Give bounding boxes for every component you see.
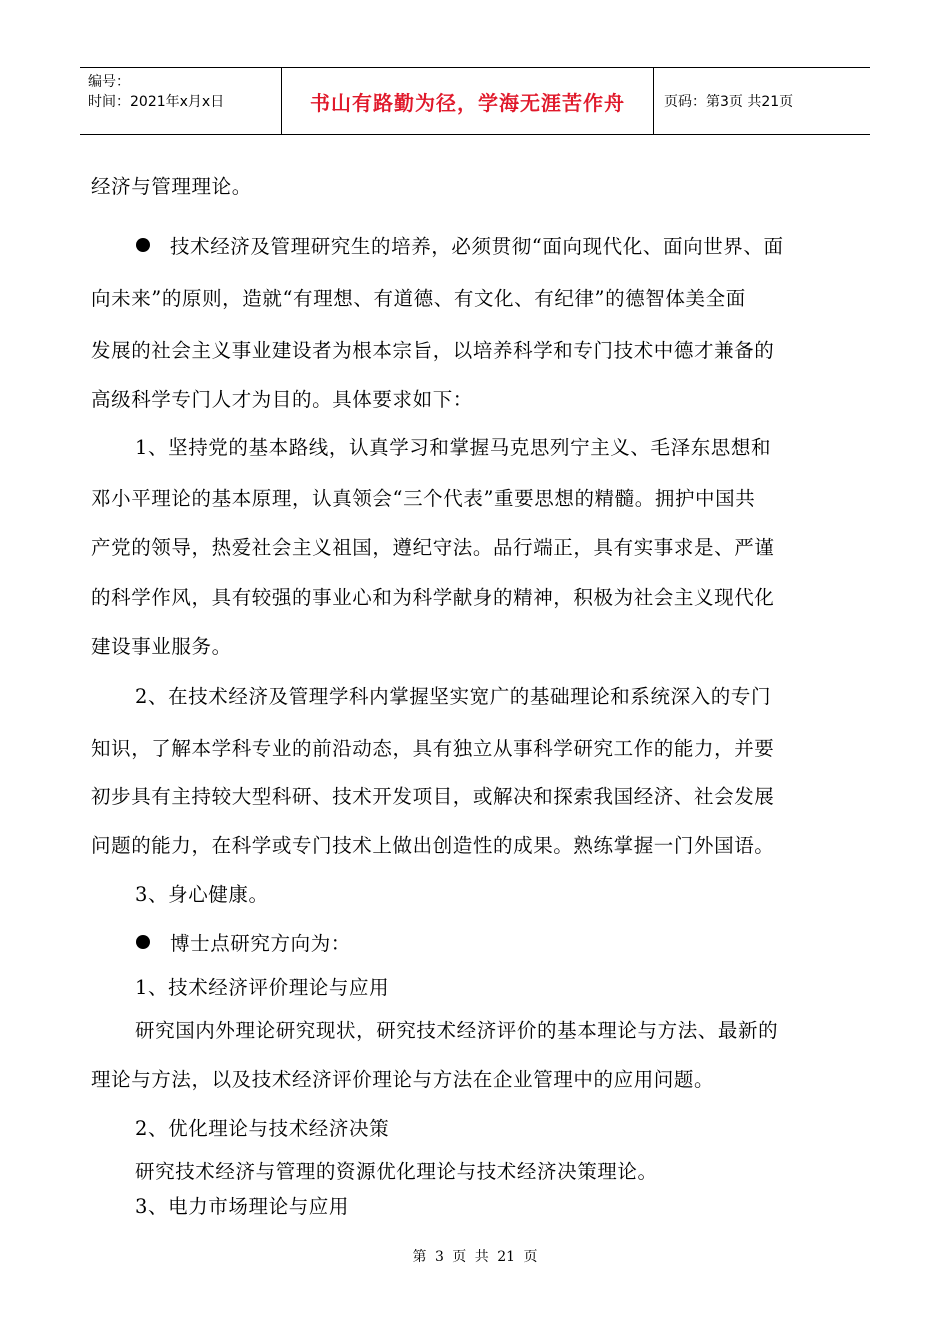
text-line: 知识，了解本学科专业的前沿动态，具有独立从事科学研究工作的能力，并要 (91, 737, 775, 760)
section-heading: 2、优化理论与技术经济决策 (135, 1117, 390, 1140)
text-line: 研究国内外理论研究现状，研究技术经济评价的基本理论与方法、最新的 (135, 1019, 779, 1042)
text-line: 博士点研究方向为： (170, 932, 351, 955)
text-line: 2、在技术经济及管理学科内掌握坚实宽广的基础理论和系统深入的专门 (135, 685, 772, 708)
text-line: 1、坚持党的基本路线，认真学习和掌握马克思列宁主义、毛泽东思想和 (135, 436, 772, 459)
document-number-label: 编号： (88, 74, 130, 90)
text-line: 问题的能力，在科学或专门技术上做出创造性的成果。熟练掌握一门外国语。 (91, 834, 775, 857)
page-footer: 第 3 页 共 21 页 (412, 1249, 538, 1265)
section-heading: 3、电力市场理论与应用 (135, 1195, 350, 1218)
text-line: 理论与方法，以及技术经济评价理论与方法在企业管理中的应用问题。 (91, 1068, 715, 1091)
text-line: 建设事业服务。 (91, 635, 232, 658)
text-line: 3、身心健康。 (135, 883, 269, 906)
text-line: 产党的领导，热爱社会主义祖国，遵纪守法。品行端正，具有实事求是、严谨 (91, 536, 775, 559)
text-line: 技术经济及管理研究生的培养，必须贯彻“面向现代化、面向世界、面 (170, 235, 784, 258)
document-time-label: 时间：2021年x月x日 (88, 94, 225, 110)
header-motto: 书山有路勤为径，学海无涯苦作舟 (282, 68, 654, 134)
text-line: 邓小平理论的基本原理，认真领会“三个代表”重要思想的精髓。拥护中国共 (91, 487, 756, 510)
bullet-paragraph-line (136, 928, 351, 956)
text-line: 研究技术经济与管理的资源优化理论与技术经济决策理论。 (135, 1160, 658, 1183)
text-line: 初步具有主持较大型科研、技术开发项目，或解决和探索我国经济、社会发展 (91, 785, 775, 808)
page-header (80, 67, 870, 135)
text-line: 向未来”的原则，造就“有理想、有道德、有文化、有纪律”的德智体美全面 (91, 287, 746, 310)
header-page-info: 页码：第3页 共21页 (664, 94, 794, 110)
header-meta (80, 68, 282, 134)
text-line: 高级科学专门人才为目的。具体要求如下： (91, 388, 473, 411)
bullet-paragraph-line (136, 231, 784, 259)
bullet-icon (136, 238, 150, 252)
text-line: 的科学作风，具有较强的事业心和为科学献身的精神，积极为社会主义现代化 (91, 586, 775, 609)
section-heading: 1、技术经济评价理论与应用 (135, 976, 390, 999)
bullet-icon (136, 935, 150, 949)
text-line: 经济与管理理论。 (91, 175, 252, 198)
text-line: 发展的社会主义事业建设者为根本宗旨，以培养科学和专门技术中德才兼备的 (91, 339, 775, 362)
